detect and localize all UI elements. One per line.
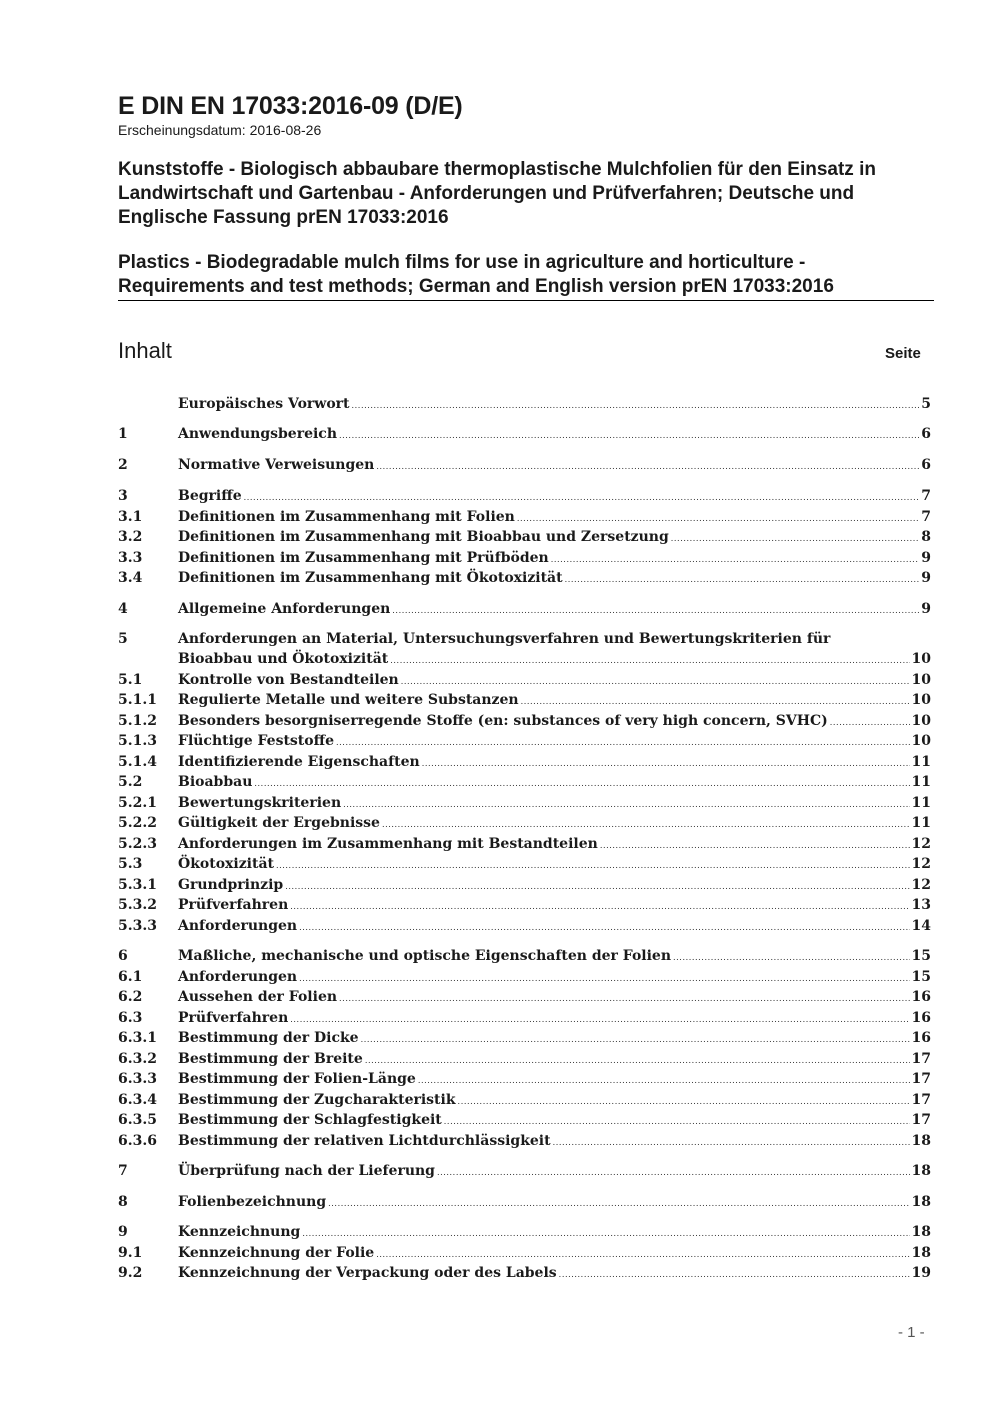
toc-entry-page: 11 [911, 774, 931, 790]
toc-entry-page: 18 [911, 1133, 931, 1149]
toc-dot-leader [302, 1223, 909, 1244]
toc-entry-number: 5 [118, 631, 128, 647]
toc-entry-number: 5.1 [118, 672, 143, 688]
toc-entry-number: 3.2 [118, 529, 143, 545]
toc-entry-number: 5.1.1 [118, 692, 157, 708]
toc-entry-number: 3.4 [118, 570, 143, 586]
toc-entry[interactable] [118, 670, 931, 691]
toc-entry-page: 16 [911, 989, 931, 1005]
toc-entry-number: 9.2 [118, 1265, 143, 1281]
toc-entry-page: 17 [911, 1071, 931, 1087]
toc-entry-title: Grundprinzip [178, 877, 284, 893]
toc-entry-number: 5.2.2 [118, 815, 157, 831]
toc-entry[interactable] [118, 690, 931, 711]
toc-dot-leader [553, 1132, 910, 1153]
toc-entry[interactable] [118, 1049, 931, 1070]
toc-heading: Inhalt [118, 338, 172, 363]
toc-dot-leader [551, 549, 920, 570]
toc-entry-title: Kontrolle von Bestandteilen [178, 672, 399, 688]
toc-dot-leader [444, 1111, 910, 1132]
toc-entry-page: 6 [921, 457, 931, 473]
toc-dot-leader [361, 1029, 910, 1050]
toc-entry-number: 1 [118, 426, 128, 442]
toc-entry-page: 5 [921, 396, 931, 412]
toc-entry[interactable] [118, 455, 931, 476]
toc-dot-leader [328, 1193, 909, 1214]
toc-entry-title: Besonders besorgniserregende Stoffe (en: substances of very high concern, SVHC) [178, 713, 828, 729]
toc-dot-leader [390, 650, 909, 671]
toc-entry-page: 13 [911, 897, 931, 913]
toc-entry-title: Maßliche, mechanische und optische Eigenschaften der Folien [178, 948, 672, 964]
toc-entry-page: 18 [911, 1224, 931, 1240]
toc-entry-title: Anforderungen an Material, Untersuchungsverfahren und Bewertungskriterien für [178, 631, 831, 647]
toc-entry-page: 17 [911, 1051, 931, 1067]
toc-entry-number: 7 [118, 1163, 128, 1179]
toc-entry-number: 3 [118, 488, 128, 504]
toc-entry[interactable] [118, 1069, 931, 1090]
toc-entry-page: 19 [911, 1265, 931, 1281]
toc-entry-number: 6.3.4 [118, 1092, 157, 1108]
toc-entry[interactable] [118, 1110, 931, 1131]
toc-entry-title-continuation: Bioabbau und Ökotoxizität [178, 651, 389, 667]
toc-entry[interactable] [118, 916, 931, 937]
toc-entry-number: 5.1.3 [118, 733, 157, 749]
toc-entry-number: 5.3.3 [118, 918, 157, 934]
toc-entry-title: Bestimmung der Breite [178, 1051, 363, 1067]
toc-entry[interactable] [118, 1263, 931, 1284]
toc-entry[interactable] [118, 1028, 931, 1049]
title-english: Plastics - Biodegradable mulch films for use in agriculture and horticulture - Requirements and test methods; German and English version prEN 17033:2016 [118, 251, 934, 301]
toc-entry-number: 6 [118, 948, 128, 964]
toc-entry-title: Regulierte Metalle und weitere Substanzen [178, 692, 519, 708]
toc-entry[interactable] [118, 752, 931, 773]
toc-entry-page: 16 [911, 1030, 931, 1046]
toc-entry-number: 6.3.6 [118, 1133, 157, 1149]
toc-entry[interactable] [118, 507, 931, 528]
toc-dot-leader [559, 1264, 910, 1285]
toc-entry-title: Kennzeichnung [178, 1224, 301, 1240]
toc-dot-leader [290, 1009, 909, 1030]
toc-dot-leader [352, 395, 920, 416]
toc-entry-page: 17 [911, 1092, 931, 1108]
toc-dot-leader [673, 947, 910, 968]
toc-entry-title: Prüfverfahren [178, 897, 289, 913]
toc-entry-page: 7 [921, 488, 931, 504]
toc-entry-title: Bestimmung der relativen Lichtdurchlässigkeit [178, 1133, 551, 1149]
toc-entry-page: 9 [921, 550, 931, 566]
toc-entry-number: 5.1.2 [118, 713, 157, 729]
toc-entry-page: 16 [911, 1010, 931, 1026]
publication-date-label: Erscheinungsdatum: [118, 122, 246, 138]
toc-entry[interactable] [118, 772, 931, 793]
toc-entry-page: 10 [911, 733, 931, 749]
toc-entry[interactable] [118, 527, 931, 548]
toc-dot-leader [244, 487, 920, 508]
toc-entry-page: 9 [921, 570, 931, 586]
toc-dot-leader [521, 691, 910, 712]
toc-entry-continuation[interactable] [118, 649, 931, 670]
toc-entry-title: Folienbezeichnung [178, 1194, 327, 1210]
toc-entry-title: Gültigkeit der Ergebnisse [178, 815, 380, 831]
toc-entry-number: 5.3 [118, 856, 143, 872]
publication-date [118, 122, 321, 138]
toc-entry-title: Definitionen im Zusammenhang mit Ökotoxizität [178, 570, 563, 586]
toc-entry[interactable] [118, 1222, 931, 1243]
toc-dot-leader [376, 456, 919, 477]
toc-entry-page: 18 [911, 1194, 931, 1210]
toc-entry[interactable] [118, 1008, 931, 1029]
toc-entry[interactable] [118, 813, 931, 834]
toc-entry-title: Bestimmung der Folien-Länge [178, 1071, 416, 1087]
toc-dot-leader [376, 1244, 909, 1265]
toc-entry-page: 12 [911, 877, 931, 893]
toc-entry[interactable] [118, 1243, 931, 1264]
toc-entry-number: 2 [118, 457, 128, 473]
toc-entry-page: 18 [911, 1163, 931, 1179]
toc-entry-title: Normative Verweisungen [178, 457, 375, 473]
toc-entry-title: Bewertungskriterien [178, 795, 342, 811]
toc-entry-title: Definitionen im Zusammenhang mit Prüfböden [178, 550, 549, 566]
toc-dot-leader [401, 671, 910, 692]
toc-entry-number: 6.3.2 [118, 1051, 157, 1067]
toc-entry-title: Anforderungen [178, 969, 298, 985]
toc-entry[interactable] [118, 1161, 931, 1182]
toc-dot-leader [600, 835, 910, 856]
toc-entry-number: 6.3.1 [118, 1030, 157, 1046]
toc-entry[interactable] [118, 394, 931, 415]
toc-entry-title: Bestimmung der Schlagfestigkeit [178, 1112, 442, 1128]
toc-entry-title: Anwendungsbereich [178, 426, 337, 442]
toc-entry-number: 5.3.2 [118, 897, 157, 913]
toc-entry-number: 5.3.1 [118, 877, 157, 893]
toc-entry[interactable] [118, 1131, 931, 1152]
toc-entry-title: Überprüfung nach der Lieferung [178, 1163, 435, 1179]
toc-dot-leader [437, 1162, 910, 1183]
toc-entry-page: 10 [911, 651, 931, 667]
toc-entry-page: 11 [911, 795, 931, 811]
toc-entry-number: 6.3 [118, 1010, 143, 1026]
toc-entry[interactable] [118, 793, 931, 814]
toc-entry-number: 6.3.3 [118, 1071, 157, 1087]
toc-entry-page: 7 [921, 509, 931, 525]
toc-entry[interactable] [118, 731, 931, 752]
toc-entry-number: 5.2.1 [118, 795, 157, 811]
toc-entry-title: Ökotoxizität [178, 856, 274, 872]
toc-entry-title: Anforderungen im Zusammenhang mit Bestandteilen [178, 836, 598, 852]
toc-entry-page: 10 [911, 692, 931, 708]
toc-dot-leader [517, 508, 919, 529]
toc-entry-number: 6.1 [118, 969, 143, 985]
toc-entry-title: Definitionen im Zusammenhang mit Folien [178, 509, 515, 525]
toc-entry-page: 8 [921, 529, 931, 545]
toc-entry-page: 11 [911, 815, 931, 831]
toc-dot-leader [365, 1050, 910, 1071]
toc-dot-leader [254, 773, 909, 794]
publication-date-value: 2016-08-26 [249, 122, 322, 138]
toc-entry-page: 14 [911, 918, 931, 934]
toc-entry-title: Kennzeichnung der Folie [178, 1245, 375, 1261]
toc-dot-leader [299, 917, 909, 938]
toc-entry-number: 9.1 [118, 1245, 143, 1261]
toc-dot-leader [392, 600, 919, 621]
toc-dot-leader [422, 753, 910, 774]
toc-entry-number: 5.1.4 [118, 754, 157, 770]
toc-entry-page: 11 [911, 754, 931, 770]
toc-entry-number: 3.3 [118, 550, 143, 566]
toc-dot-leader [299, 968, 909, 989]
toc-page-column-label: Seite [885, 345, 921, 362]
toc-entry-page: 12 [911, 836, 931, 852]
toc-entry[interactable] [118, 946, 931, 967]
toc-entry-page: 10 [911, 672, 931, 688]
toc-dot-leader [339, 425, 919, 446]
toc-entry-title: Bioabbau [178, 774, 253, 790]
toc-entry[interactable] [118, 599, 931, 620]
toc-dot-leader [382, 814, 910, 835]
toc-entry-title: Prüfverfahren [178, 1010, 289, 1026]
toc-dot-leader [343, 794, 909, 815]
toc-entry-number: 5.2.3 [118, 836, 157, 852]
toc-entry-page: 10 [911, 713, 931, 729]
toc-dot-leader [565, 569, 920, 590]
toc-dot-leader [285, 876, 909, 897]
toc-entry[interactable] [118, 875, 931, 896]
toc-entry[interactable] [118, 1192, 931, 1213]
toc-entry-title: Europäisches Vorwort [178, 396, 350, 412]
toc-entry-title: Definitionen im Zusammenhang mit Bioabbau und Zersetzung [178, 529, 669, 545]
toc-entry[interactable] [118, 834, 931, 855]
toc-dot-leader [671, 528, 919, 549]
toc-entry-page: 15 [911, 969, 931, 985]
toc-entry[interactable] [118, 987, 931, 1008]
toc-dot-leader [458, 1091, 910, 1112]
toc-entry-title: Anforderungen [178, 918, 298, 934]
toc-entry-title: Bestimmung der Zugcharakteristik [178, 1092, 456, 1108]
toc-entry-title: Kennzeichnung der Verpackung oder des Labels [178, 1265, 557, 1281]
toc-entry-title: Identifizierende Eigenschaften [178, 754, 420, 770]
toc-entry-page: 15 [911, 948, 931, 964]
toc-entry-title: Allgemeine Anforderungen [178, 601, 391, 617]
toc-entry-page: 12 [911, 856, 931, 872]
toc-entry-title: Begriffe [178, 488, 242, 504]
toc-entry[interactable] [118, 1090, 931, 1111]
toc-entry-page: 6 [921, 426, 931, 442]
toc-entry-title: Flüchtige Feststoffe [178, 733, 335, 749]
toc-entry[interactable] [118, 967, 931, 988]
toc-dot-leader [276, 855, 910, 876]
toc-entry[interactable] [118, 854, 931, 875]
toc-entry-number: 8 [118, 1194, 128, 1210]
toc-dot-leader [290, 896, 909, 917]
title-german: Kunststoffe - Biologisch abbaubare thermoplastische Mulchfolien für den Einsatz in Landwirtschaft und Gartenbau - Anforderungen und Prüfverfahren; Deutsche und Englische Fassung prEN 17033:2016 [118, 159, 876, 228]
toc-entry-page: 9 [921, 601, 931, 617]
toc-entry[interactable] [118, 629, 931, 650]
toc-dot-leader [418, 1070, 910, 1091]
toc-entry-number: 6.2 [118, 989, 143, 1005]
toc-entry-title: Bestimmung der Dicke [178, 1030, 359, 1046]
toc-entry-number: 4 [118, 601, 128, 617]
toc-entry[interactable] [118, 548, 931, 569]
page-number: - 1 - [898, 1324, 925, 1341]
document-id: E DIN EN 17033:2016-09 (D/E) [118, 92, 463, 120]
toc-entry[interactable] [118, 486, 931, 507]
toc-entry[interactable] [118, 568, 931, 589]
toc-dot-leader [336, 732, 910, 753]
toc-entry-page: 18 [911, 1245, 931, 1261]
toc-entry-number: 6.3.5 [118, 1112, 157, 1128]
toc-dot-leader [339, 988, 909, 1009]
toc-entry[interactable] [118, 895, 931, 916]
toc-entry-title: Aussehen der Folien [178, 989, 338, 1005]
toc-entry[interactable] [118, 711, 931, 732]
toc-entry-number: 9 [118, 1224, 128, 1240]
toc-entry[interactable] [118, 424, 931, 445]
toc-entry-number: 5.2 [118, 774, 143, 790]
toc-dot-leader [830, 712, 910, 733]
toc-entry-page: 17 [911, 1112, 931, 1128]
toc-entry-number: 3.1 [118, 509, 143, 525]
